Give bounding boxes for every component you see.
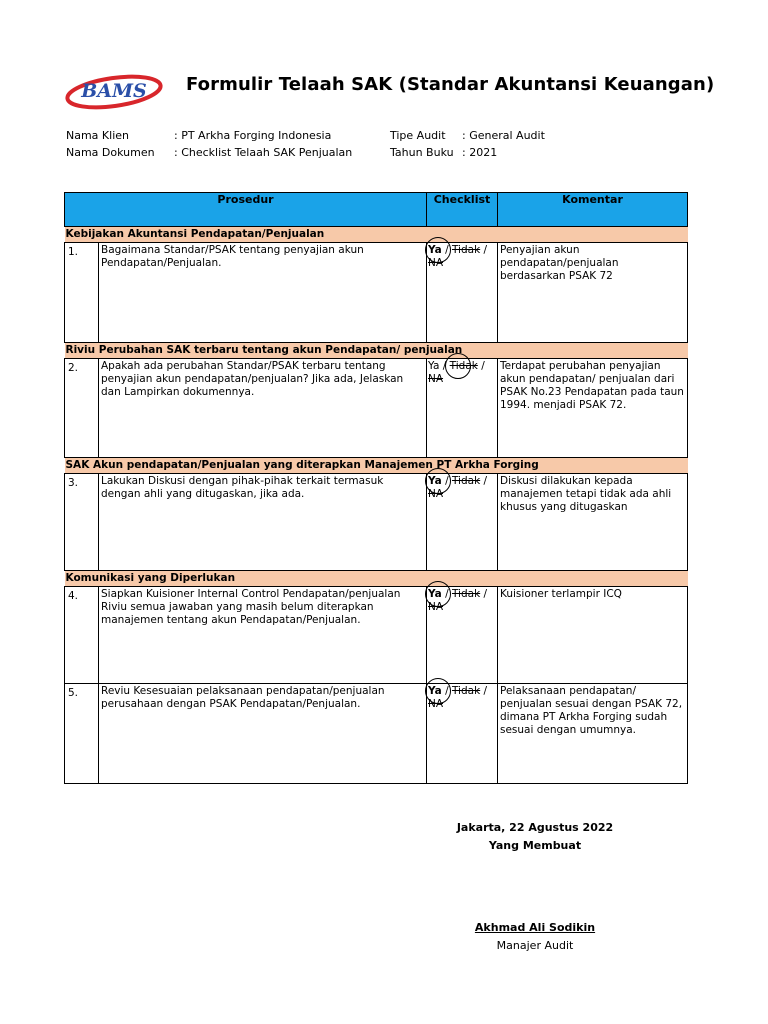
meta-label: Nama Klien — [66, 129, 129, 142]
selection-circle — [425, 237, 451, 263]
selection-circle — [425, 468, 451, 494]
meta-right — [390, 127, 545, 161]
option-sep: / — [445, 685, 449, 697]
svg-text:BAMS: BAMS — [81, 80, 147, 102]
meta-label: Nama Dokumen — [66, 146, 155, 159]
section-title: Komunikasi yang Diperlukan — [65, 571, 688, 587]
option-sep: / — [483, 685, 488, 697]
signer-name: Akhmad Ali Sodikin — [474, 921, 596, 934]
option-na: NA — [428, 257, 444, 269]
item-checklist — [427, 359, 498, 458]
meta-value: : Checklist Telaah SAK Penjualan — [174, 146, 353, 159]
option-sep: / — [442, 360, 447, 372]
option-na: NA — [428, 601, 444, 613]
item-procedure: Lakukan Diskusi dengan pihak-pihak terkait termasuk dengan ahli yang ditugaskan, jika ada. — [99, 474, 427, 571]
option-ya: Ya — [428, 475, 442, 487]
option-ya: Ya — [428, 588, 442, 600]
item-checklist — [427, 684, 498, 784]
option-sep: / — [445, 244, 449, 256]
item-comment: Terdapat perubahan penyajian akun pendapatan/ penjualan dari PSAK No.23 Pendapatan pada taun 1994. menjadi PSAK 72. — [498, 359, 688, 458]
section-title: SAK Akun pendapatan/Penjualan yang diterapkan Manajemen PT Arkha Forging — [65, 458, 688, 474]
item-procedure: Siapkan Kuisioner Internal Control Pendapatan/penjualan Riviu semua jawaban yang masih belum diterapkan manajemen tentang akun Pendapatan/Penjualan. — [99, 587, 427, 684]
table-row — [65, 474, 688, 571]
option-na: NA — [428, 373, 444, 385]
item-number: 1. — [65, 243, 99, 343]
item-number: 5. — [65, 684, 99, 784]
header-prosedur: Prosedur — [65, 193, 427, 227]
option-tidak: Tidak — [451, 244, 481, 256]
item-number: 2. — [65, 359, 99, 458]
option-sep: / — [483, 475, 488, 487]
meta-value: : General Audit — [462, 129, 545, 142]
meta-row-audit-type — [390, 127, 545, 144]
option-sep: / — [483, 588, 488, 600]
item-procedure: Reviu Kesesuaian pelaksanaan pendapatan/penjualan perusahaan dengan PSAK Pendapatan/Penjualan. — [99, 684, 427, 784]
header-komentar: Komentar — [498, 193, 688, 227]
option-sep: / — [481, 360, 485, 372]
signer-role: Manajer Audit — [496, 939, 574, 952]
document-title: Formulir Telaah SAK (Standar Akuntansi Keuangan) — [186, 74, 715, 95]
header-checklist: Checklist — [427, 193, 498, 227]
meta-row-client — [66, 127, 352, 144]
option-tidak: Tidak — [451, 685, 481, 697]
option-tidak: Tidak — [451, 475, 481, 487]
option-na: NA — [428, 698, 444, 710]
section-title: Riviu Perubahan SAK terbaru tentang akun Pendapatan/ penjualan — [65, 343, 688, 359]
meta-row-fiscal-year — [390, 144, 545, 161]
item-comment: Diskusi dilakukan kepada manajemen tetapi tidak ada ahli khusus yang ditugaskan — [498, 474, 688, 571]
option-tidak: Tidak — [451, 588, 481, 600]
selection-circle — [425, 581, 451, 607]
option-na: NA — [428, 488, 444, 500]
table-row — [65, 684, 688, 784]
made-by-label: Yang Membuat — [488, 839, 582, 852]
table-row — [65, 359, 688, 458]
meta-value: : 2021 — [462, 146, 498, 159]
selection-circle — [425, 678, 451, 704]
item-checklist — [427, 243, 498, 343]
item-procedure: Apakah ada perubahan Standar/PSAK terbaru tentang penyajian akun pendapatan/penjualan? Jika ada, Jelaskan dan Lampirkan dokumennya. — [99, 359, 427, 458]
checklist-table — [64, 192, 688, 784]
option-ya: Ya — [428, 360, 440, 372]
item-checklist — [427, 474, 498, 571]
option-sep: / — [483, 244, 488, 256]
meta-label: Tipe Audit — [390, 129, 446, 142]
option-sep: / — [445, 475, 449, 487]
meta-left — [66, 127, 352, 161]
meta-value: : PT Arkha Forging Indonesia — [174, 129, 332, 142]
item-number: 4. — [65, 587, 99, 684]
item-number: 3. — [65, 474, 99, 571]
table-row — [65, 243, 688, 343]
meta-label: Tahun Buku — [390, 146, 454, 159]
table-row — [65, 587, 688, 684]
option-ya: Ya — [428, 244, 442, 256]
item-checklist — [427, 587, 498, 684]
meta-row-document — [66, 144, 352, 161]
option-ya: Ya — [428, 685, 442, 697]
place-date: Jakarta, 22 Agustus 2022 — [456, 821, 614, 834]
bams-logo — [64, 70, 164, 110]
option-tidak: Tidak — [449, 360, 478, 372]
option-sep: / — [445, 588, 449, 600]
selection-circle — [442, 353, 471, 379]
item-comment: Penyajian akun pendapatan/penjualan berdasarkan PSAK 72 — [498, 243, 688, 343]
item-comment: Pelaksanaan pendapatan/ penjualan sesuai dengan PSAK 72, dimana PT Arkha Forging sudah sesuai dengan umumnya. — [498, 684, 688, 784]
item-procedure: Bagaimana Standar/PSAK tentang penyajian akun Pendapatan/Penjualan. — [99, 243, 427, 343]
section-title: Kebijakan Akuntansi Pendapatan/Penjualan — [65, 227, 688, 243]
item-comment: Kuisioner terlampir ICQ — [498, 587, 688, 684]
